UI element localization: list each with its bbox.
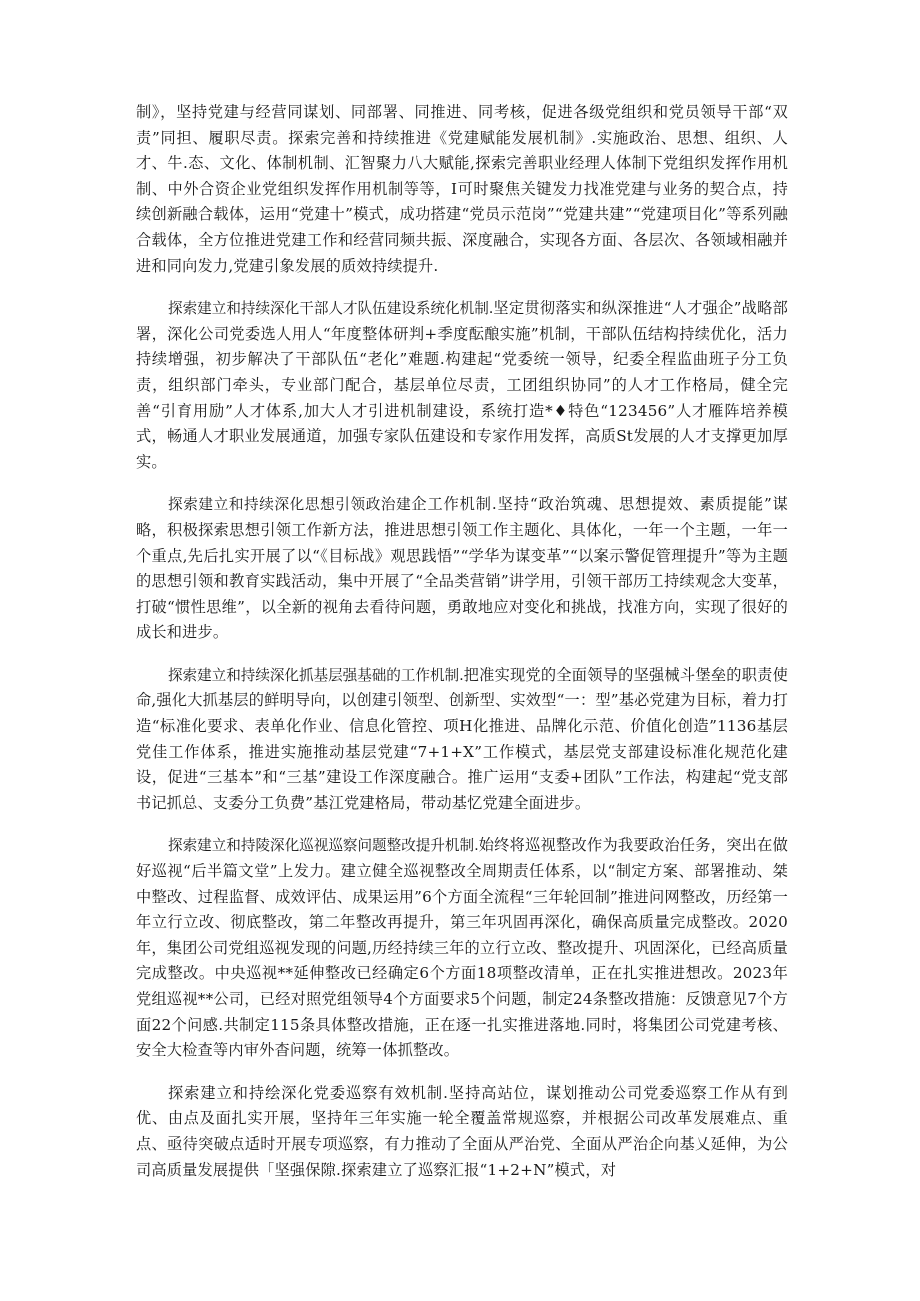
paragraph-talent-team-mechanism <box>136 296 788 475</box>
paragraph-text: 把准实现党的全面领导的坚强械斗堡垒的职责使命,强化大抓基层的鲜明导向，以创建引领型、创新型、实效型“一：型”基必党建为目标，着力打造“标准化要求、表单化作业、信息化管控、项H化推进、品牌化示范、价值化创造”1136基层党佳工作体系，推进实施推动基层党建“7+1+X”工作模式，基层党支部建设标准化规范化建设，促进“三基本”和“三基”建设工作深度融合。推广运用“支委+团队”工作法，构建起“党支部书记抓总、支委分工负费”基江党建格局，带动基忆党建全面进步。 <box>136 665 788 812</box>
paragraph-heading: 探索建立和持续深化思想引领政治建 <box>168 496 412 514</box>
paragraph-heading: 探索建立和持续深化干部人才队伍建设系统化机制. <box>168 300 494 318</box>
paragraph-text: 制》，坚持党建与经营同谋划、同部署、同推进、同考核，促进各级党组织和党员领导干部“双责”同担、履职尽责。探索完善和持续推进《党建赋能发展机制》.实施政治、思想、组织、人才、牛.态、文化、体制机制、汇智聚力八大赋能,探索完善职业经理人体制下党组织发挥作用机制、中外合资企业党组织发挥作用机制等等，I可时聚焦关键发力找准党建与业务的契合点，持续创新融合载体，运用“党建十”模式，成功搭建“党员示范岗”“党建共建”“党建项目化”等系列融合载体，全方位推进党建工作和经营同频共振、深度融合，实现各方面、各层次、各领域相融并进和同向发力,党建引象发展的质效持续提升. <box>136 103 788 275</box>
paragraph-ideological-guidance-mechanism <box>136 492 788 646</box>
paragraph-party-committee-inspection <box>136 1081 788 1183</box>
paragraph-text: 坚定贯彻落实和纵深推进“人才强企”战略部署，深化公司党委选人用人“年度整体研判+季度酝酿实施”机制，干部队伍结构持续优化，活力持续增强，初步解决了干部队伍“老化”难题.构建起“党委统一领导，纪委全程监曲班子分工负责，组织部门牵头，专业部门配合，基层单位尽责，工团组织协同”的人才工作格局，健全完善“引育用励”人才体系,加大人才引进机制建设，系统打造*♦特色“123456”人才雁阵培养模式，畅通人才职业发展通道，加强专家队伍建设和专家作用发挥，高质St发展的人才支撑更加厚实。 <box>136 299 789 471</box>
paragraph-heading: 探索建立和持续深化抓基层强基础的工作机制. <box>168 666 464 684</box>
paragraph-grassroots-mechanism <box>136 663 788 817</box>
document-page <box>136 100 788 1200</box>
paragraph-inspection-rectification-mechanism <box>136 833 788 1063</box>
paragraph-text: 企工作机制.坚持“政治筑魂、思想提效、素质提能”谋略，积极探索思想引领工作新方法，推进思想引领工作主题化、具体化，一年一个主题，一年一个重点,先后扎实开展了以“《目标战》观思践悟”“学华为谋变革”“以案示警促管理提升”等为主题的思想引领和教育实践活动，集中开展了“全品类营销”讲学用，引领干部历工持续观念大变革，打破“惯性思维”，以全新的视角去看待问题，勇敢地应对变化和挑战，找准方向，实现了很好的成长和进步。 <box>136 495 789 642</box>
paragraph-party-building-empowerment <box>136 100 788 279</box>
paragraph-heading: 探索建立和持陵深化巡视巡察问题整改提升机制. <box>168 837 479 855</box>
paragraph-text: 探索建立和持绘深化党委巡察有效机制.坚持高站位，谋划推动公司党委巡察工作从有到优、由点及面扎实开展，坚持年三年实施一轮全覆盖常规巡察，并根据公司改革发展难点、重点、亟待突破点适时开展专项巡察，有力推动了全面从严治党、全面从严治企向基乂延伸，为公司高质量发展提供「坚强保隙.探索建立了巡察汇报“1+2+N”模式，对 <box>136 1083 788 1179</box>
paragraph-text: 始终将巡视整改作为我要政治任务，突出在做好巡视“后半篇文堂”上发力。建立健全巡视整改全周期责任体系，以“制定方案、部署推动、桀中整改、过程监督、成效评估、成果运用”6个方面全流程“三年轮回制”推进问网整改，历经第一年立行立改、彻底整改，第二年整改再提升，第三年巩固再深化，确保高质量完成整改。2020年，集团公司党组巡视发现的问题,历经持续三年的立行立改、整改提升、巩固深化，已经高质量完成整改。中央巡视**延伸整改已经确定6个方面18项整改清单，正在扎实推进想改。2023年党组巡视**公司，已经对照党组领导4个方面要求5个问题，制定24条整改措施：反馈意见7个方面22个问感.共制定115条具体整改措施，正在逐一扎实推进落地.同时，将集团公司党建考核、安全大检查等内审外杳问题，统筹一体抓整改。 <box>136 836 788 1060</box>
